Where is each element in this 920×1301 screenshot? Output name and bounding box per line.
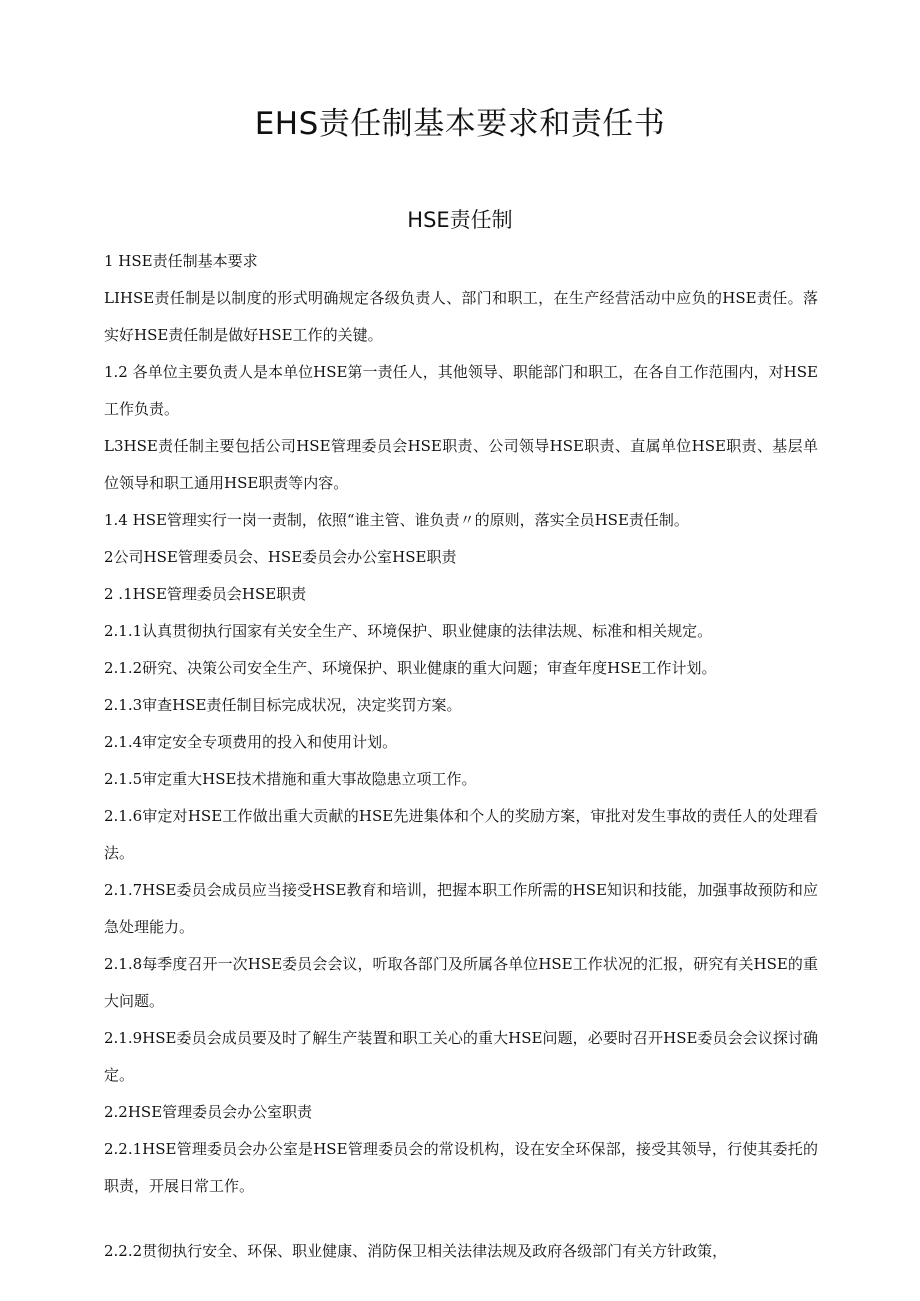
paragraph: 2.1.4审定安全专项费用的投入和使用计划。 [104,733,398,751]
paragraph: 2公司HSE管理委员会、HSE委员会办公室HSE职责 [104,548,457,566]
paragraph: 2.1.5审定重大HSE技术措施和重大事故隐患立项工作。 [104,770,477,788]
paragraph: 2.1.2研究、决策公司安全生产、环境保护、职业健康的重大问题；审查年度HSE工作计划。 [104,659,717,677]
paragraph: 2 .1HSE管理委员会HSE职责 [104,585,307,603]
paragraph: 2.1.6审定对HSE工作做出重大贡献的HSE先进集体和个人的奖励方案，审批对发生事故的责任人的处理看法。 [104,807,818,862]
document-body [104,243,818,1270]
paragraph: 2.1.7HSE委员会成员应当接受HSE教育和培训，把握本职工作所需的HSE知识和技能，加强事故预防和应急处理能力。 [104,881,818,936]
paragraph: 2.1.1认真贯彻执行国家有关安全生产、环境保护、职业健康的法律法规、标准和相关规定。 [104,622,713,640]
paragraph: 1.2 各单位主要负责人是本单位HSE第一责任人，其他领导、职能部门和职工，在各自工作范围内，对HSE工作负责。 [104,363,818,418]
paragraph: 1 HSE责任制基本要求 [104,252,258,270]
paragraph: 2.1.8每季度召开一次HSE委员会会议，听取各部门及所属各单位HSE工作状况的汇报，研究有关HSE的重大问题。 [104,955,818,1010]
document-title: EHS责任制基本要求和责任书 [254,106,666,142]
paragraph: 2.1.3审查HSE责任制目标完成状况，决定奖罚方案。 [104,696,462,714]
paragraph: 2.2.1HSE管理委员会办公室是HSE管理委员会的常设机构，设在安全环保部，接受其领导，行使其委托的职责，开展日常工作。 [104,1140,818,1195]
section-title: HSE责任制 [407,208,513,232]
paragraph: L3HSE责任制主要包括公司HSE管理委员会HSE职责、公司领导HSE职责、直属单位HSE职责、基层单位领导和职工通用HSE职责等内容。 [104,437,818,492]
paragraph: 2.2.2贯彻执行安全、环保、职业健康、消防保卫相关法律法规及政府各级部门有关方针政策， [104,1242,728,1260]
paragraph: 2.2HSE管理委员会办公室职责 [104,1103,313,1121]
paragraph: 2.1.9HSE委员会成员要及时了解生产装置和职工关心的重大HSE问题，必要时召开HSE委员会会议探讨确定。 [104,1029,818,1084]
paragraph: 1.4 HSE管理实行一岗一责制，依照“谁主管、谁负责〃的原则，落实全员HSE责任制。 [104,511,689,529]
paragraph: LIHSE责任制是以制度的形式明确规定各级负责人、部门和职工，在生产经营活动中应负的HSE责任。落实好HSE责任制是做好HSE工作的关键。 [104,289,818,344]
